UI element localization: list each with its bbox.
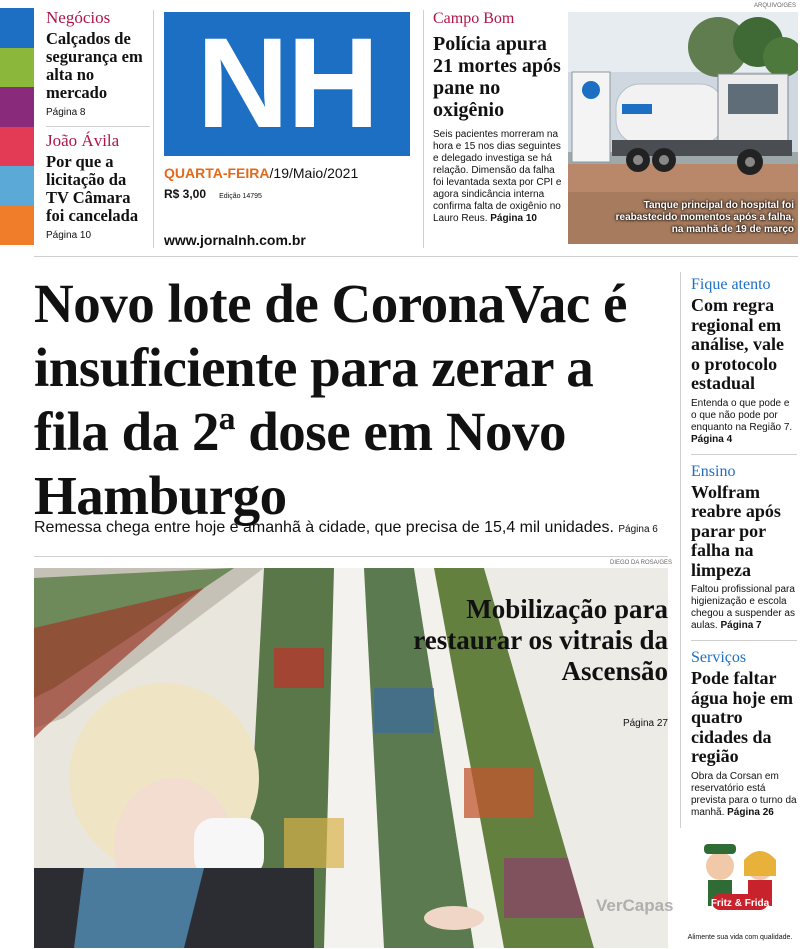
sidebar-page: Página 4	[691, 433, 733, 445]
section-color-strip	[0, 8, 34, 245]
masthead-logo[interactable]	[164, 12, 410, 156]
teaser-page: Página 8	[46, 107, 86, 118]
story-headline[interactable]: Polícia apura 21 mortes após pane no oxigênio	[433, 33, 561, 121]
color-block	[0, 206, 34, 246]
color-block	[0, 48, 34, 88]
sidebar-category: Ensino	[691, 462, 736, 480]
color-block	[0, 127, 34, 167]
color-block	[0, 8, 34, 48]
church-headline[interactable]: Mobilização para restaurar os vitrais da Ascensão	[413, 594, 668, 686]
divider	[153, 10, 154, 248]
logo-text: NH	[196, 12, 378, 155]
sidebar-body: Faltou profissional para higienização e escola chegou a suspender as aulas. Página 7	[691, 584, 795, 631]
top-story	[433, 10, 563, 225]
price: R$ 3,00	[164, 187, 207, 201]
church-photo	[34, 568, 668, 948]
weekday: QUARTA-FEIRA	[164, 165, 270, 181]
color-block	[0, 87, 34, 127]
dateline	[164, 165, 358, 181]
sidebar-item-ensino[interactable]	[691, 463, 797, 633]
teaser-headline[interactable]: Calçados de segurança em alta no mercado	[46, 29, 143, 102]
divider	[423, 10, 424, 248]
divider	[34, 556, 668, 557]
ad-tagline: Alimente sua vida com qualidade.	[687, 934, 793, 941]
main-subhead: Remessa chega entre hoje e amanhã à cidade, que precisa de 15,4 mil unidades. Página 6	[34, 519, 658, 536]
teaser-category: João Ávila	[46, 131, 120, 150]
photo-credit: DIEGO DA ROSA/GES	[610, 560, 673, 566]
teaser-category: Negócios	[46, 8, 111, 27]
story-page: Página 10	[490, 213, 537, 224]
sidebar-body: Entenda o que pode e o que não pode por enquanto na Região 7. Página 4	[691, 397, 793, 445]
sidebar-item-fique-atento[interactable]	[691, 276, 797, 446]
website-link[interactable]: www.jornalnh.com.br	[164, 232, 306, 248]
divider	[691, 454, 797, 455]
color-block	[0, 166, 34, 206]
price-line	[164, 187, 262, 201]
sidebar-headline[interactable]: Pode faltar água hoje em quatro cidades da região	[691, 668, 793, 766]
church-page: Página 27	[622, 718, 668, 729]
sidebar-headline[interactable]: Com regra regional em análise, vale o protocolo estadual	[691, 295, 784, 393]
sidebar-headline[interactable]: Wolfram reabre após parar por falha na limpeza	[691, 481, 781, 580]
left-teasers	[46, 8, 150, 241]
story-kicker: Campo Bom	[433, 10, 515, 27]
advertisement[interactable]	[682, 836, 798, 946]
main-page: Página 6	[618, 524, 658, 535]
sidebar-page: Página 7	[720, 620, 762, 631]
ad-illustration	[682, 836, 798, 916]
sidebar-item-servicos[interactable]	[691, 649, 797, 819]
ad-brand: Fritz & Frida	[710, 898, 770, 909]
main-headline[interactable]: Novo lote de CoronaVac é insuficiente para zerar a fila da 2ª dose em Novo Hamburgo	[34, 273, 627, 526]
photo-caption: Tanque principal do hospital foi reabastecido momentos após a falha, na manhã de 19 de março	[615, 200, 794, 235]
truck-photo	[568, 12, 798, 244]
right-sidebar	[691, 276, 797, 831]
sidebar-body: Obra da Corsan em reservatório está prevista para o turno da manhã. Página 26	[691, 770, 797, 818]
story-body: Seis pacientes morreram na hora e 15 nos dias seguintes e delegado investiga se há relação. Dimensão da falha foi levantada sexta por CPI e agora sindicância interna confirma falta de oxigênio no Lauro Reus. Página 10	[433, 129, 562, 224]
teaser-headline[interactable]: Por que a licitação da TV Câmara foi cancelada	[46, 152, 139, 225]
edition-number: Edição 14795	[219, 193, 262, 200]
sidebar-page: Página 26	[727, 806, 774, 818]
watermark: VerCapas	[596, 896, 674, 915]
photo-credit: ARQUIVO/GES	[753, 3, 796, 9]
divider	[46, 126, 150, 127]
divider	[680, 272, 681, 828]
teaser-negocios[interactable]	[46, 8, 150, 118]
sidebar-category: Serviços	[691, 649, 747, 666]
teaser-page: Página 10	[46, 230, 92, 241]
date: /19/Maio/2021	[269, 165, 359, 181]
divider	[34, 256, 798, 257]
teaser-joao-avila[interactable]	[46, 131, 150, 241]
sidebar-category: Fique atento	[691, 276, 771, 293]
divider	[691, 640, 797, 641]
